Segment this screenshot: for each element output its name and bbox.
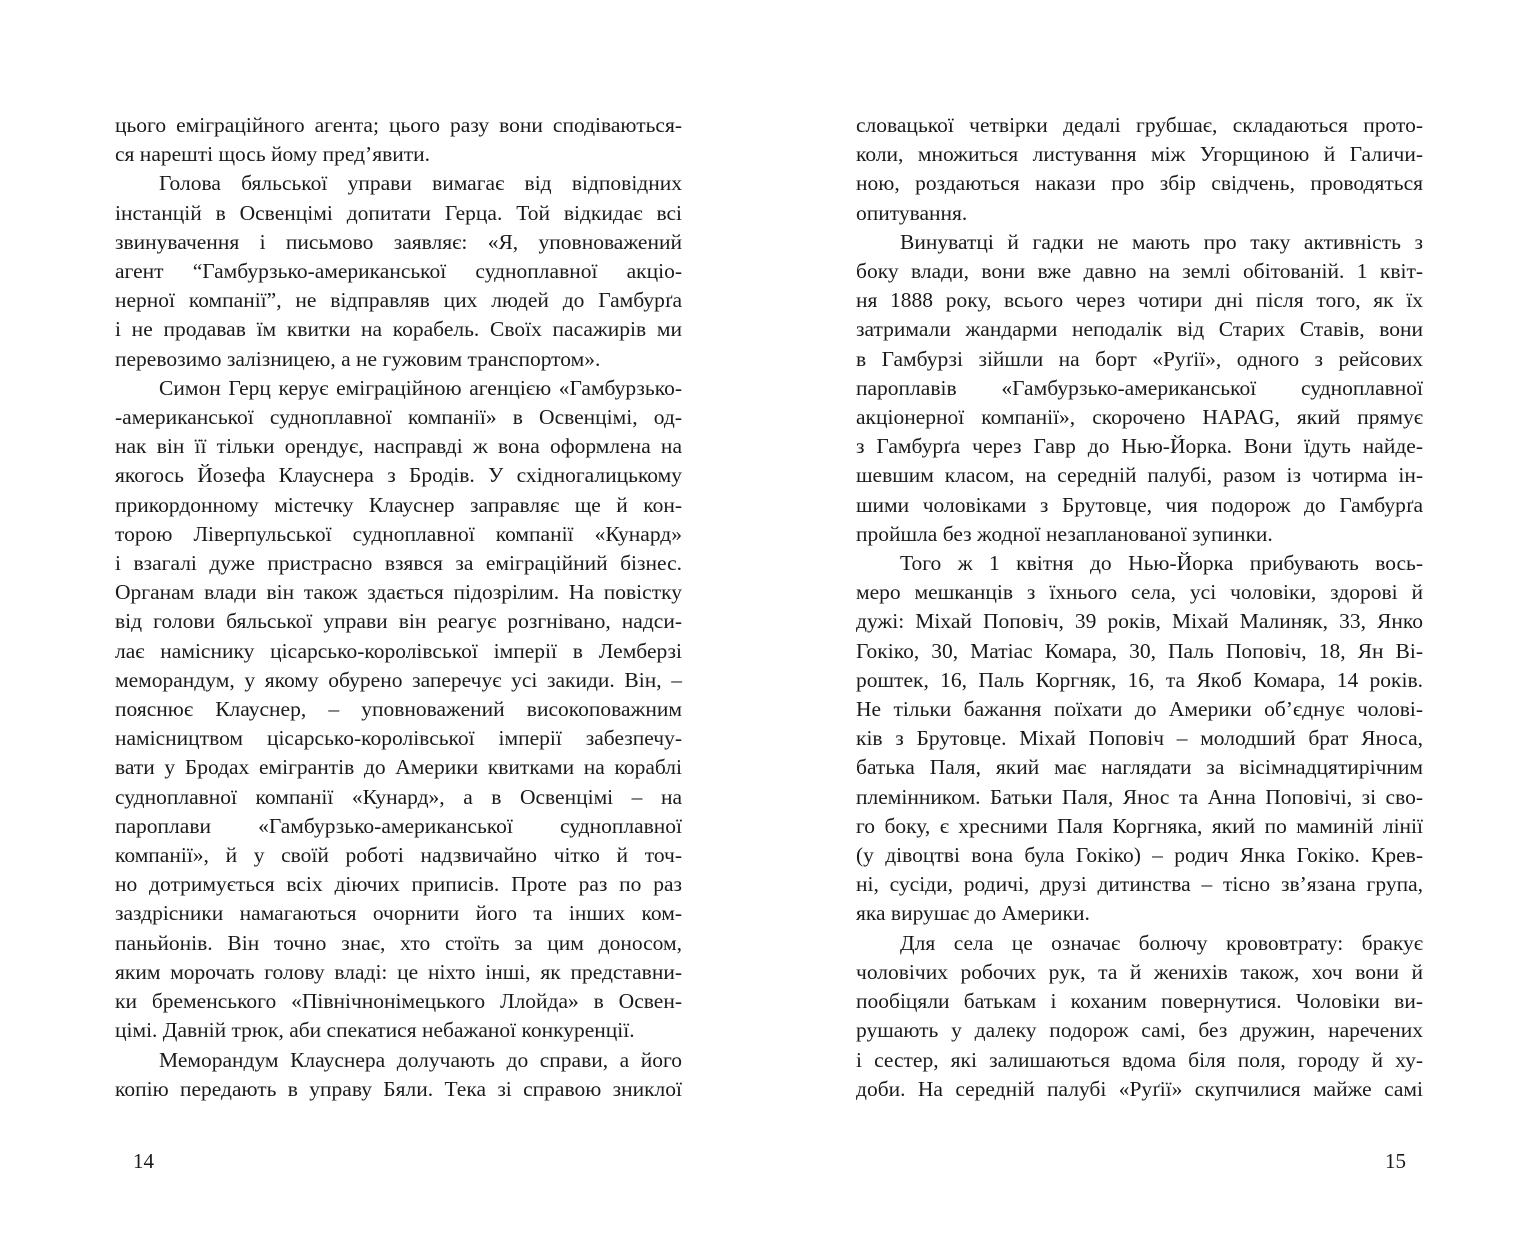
- text-line: агент “Гамбурзько-американської судноплавної акціо-: [115, 259, 682, 284]
- text-line: Винуватці й гадки не мають про таку активність з: [900, 229, 1423, 254]
- text-line: від голови бяльської управи він реагує розгнівано, надси-: [115, 609, 682, 634]
- page-number-left: 14: [133, 1149, 154, 1173]
- text-line: і сестер, які залишаються вдома біля поля, городу й ху-: [856, 1047, 1423, 1072]
- page-number-right: 15: [1385, 1149, 1406, 1173]
- text-line: і не продавав їм квитки на корабель. Своїх пасажирів ми: [115, 317, 682, 342]
- text-line: паньйонів. Він точно знає, хто стоїть за цим доносом,: [115, 930, 682, 955]
- text-line: Не тільки бажання поїхати до Америки об’єднує чолові-: [856, 697, 1423, 722]
- text-line: акціонерної компанії», скорочено HAPAG, який прямує: [856, 405, 1423, 430]
- text-line: з Гамбурґа через Гавр до Нью-Йорка. Вони їдуть найде-: [856, 434, 1423, 459]
- text-line: яким морочать голову владі: це ніхто інші, як представни-: [115, 959, 682, 984]
- paragraph: [856, 228, 1423, 549]
- text-line: компанії», й у своїй роботі надзвичайно чітко й точ-: [115, 843, 682, 868]
- paragraph: [856, 549, 1423, 929]
- text-line: дужі: Міхай Поповіч, 39 років, Міхай Малиняк, 33, Янко: [856, 609, 1423, 634]
- text-line: намісництвом цісарсько-королівської імперії забезпечу-: [115, 726, 682, 751]
- paragraph: [115, 374, 682, 1046]
- text-line: звинувачення і письмово заявляє: «Я, уповноважений: [115, 229, 682, 254]
- text-line: меро мешканців з їхнього села, усі чоловіки, здорові й: [856, 580, 1423, 605]
- text-line: меморандум, у якому обурено заперечує усі закиди. Він, –: [115, 667, 682, 692]
- text-line: доби. На середній палубі «Руґії» скупчилися майже самі: [856, 1076, 1423, 1101]
- paragraph: [115, 111, 682, 169]
- text-line: і взагалі дуже пристрасно взявся за еміграційний бізнес.: [115, 551, 682, 576]
- paragraph: [856, 929, 1423, 1104]
- text-line: заздрісники намагаються очорнити його та інших ком-: [115, 901, 682, 926]
- text-line: Гокіко, 30, Матіас Комара, 30, Паль Поповіч, 18, Ян Ві-: [856, 638, 1423, 663]
- text-line: торою Ліверпульської судноплавної компанії «Кунард»: [115, 521, 682, 546]
- text-line: пройшла без жодної незапланованої зупинки.: [856, 521, 1273, 546]
- left-page-text: [115, 111, 682, 1104]
- text-line: ною, роздаються накази про збір свідчень, проводяться: [856, 171, 1423, 196]
- text-line: рушають у далеку подорож самі, без дружин, наречених: [856, 1018, 1423, 1043]
- text-line: коли, множиться листування між Угорщиною й Галичи-: [856, 142, 1423, 167]
- text-line: но дотримується всіх діючих приписів. Проте раз по раз: [115, 872, 682, 897]
- text-line: ні, сусіди, родичі, друзі дитинства – тісно зв’язана група,: [856, 872, 1423, 897]
- text-line: яка вирушає до Америки.: [856, 901, 1090, 926]
- text-line: вати у Бродах емігрантів до Америки квитками на кораблі: [115, 755, 682, 780]
- text-line: нерної компанії”, не відправляв цих людей до Гамбурґа: [115, 288, 682, 313]
- text-line: шевшим класом, на середній палубі, разом із чотирма ін-: [856, 463, 1423, 488]
- paragraph: [856, 111, 1423, 228]
- text-line: шими чоловіками з Брутовце, чия подорож до Гамбурґа: [856, 492, 1423, 517]
- paragraph: [115, 1046, 682, 1104]
- text-line: ків з Брутовце. Міхай Поповіч – молодший брат Яноса,: [856, 726, 1423, 751]
- text-line: цього еміграційного агента; цього разу вони сподіваються-: [115, 113, 682, 137]
- text-line: затримали жандарми неподалік від Старих Ставів, вони: [856, 317, 1423, 342]
- text-line: чоловічих робочих рук, та й женихів також, хоч вони й: [856, 959, 1423, 984]
- right-page-text: [856, 111, 1423, 1104]
- text-line: -американської судноплавної компанії» в Освенцімі, од-: [115, 405, 682, 430]
- text-line: боку влади, вони вже давно на землі обітованій. 1 квіт-: [856, 259, 1423, 284]
- text-line: словацької четвірки дедалі грубшає, складаються прото-: [856, 113, 1423, 137]
- text-line: інстанцій в Освенцімі допитати Герца. Той відкидає всі: [115, 200, 682, 225]
- text-line: пароплавів «Гамбурзько-американської судноплавної: [856, 375, 1423, 400]
- text-line: ся нарешті щось йому пред’явити.: [115, 142, 431, 167]
- text-line: (у дівоцтві вона була Гокіко) – родич Янка Гокіко. Крев-: [856, 843, 1423, 868]
- text-line: судноплавної компанії «Кунард», а в Освенцімі – на: [115, 784, 682, 809]
- text-line: Органам влади він також здається підозрілим. На повістку: [115, 580, 682, 605]
- text-line: пообіцяли батькам і коханим повернутися. Чоловіки ви-: [856, 989, 1423, 1014]
- text-line: Симон Герц керує еміграційною агенцією «Гамбурзько-: [159, 375, 682, 400]
- text-line: ня 1888 року, всього через чотири дні після того, як їх: [856, 288, 1423, 313]
- text-line: ки бременського «Північнонімецького Ллойда» в Освен-: [115, 989, 682, 1014]
- paragraph: [115, 169, 682, 373]
- text-line: Того ж 1 квітня до Нью-Йорка прибувають вось-: [900, 551, 1423, 576]
- text-line: прикордонному містечку Клауснер заправляє ще й кон-: [115, 492, 682, 517]
- text-line: в Гамбурзі зійшли на борт «Руґії», одного з рейсових: [856, 346, 1423, 371]
- text-line: перевозимо залізницею, а не гужовим транспортом».: [115, 346, 601, 371]
- text-line: цімі. Давній трюк, аби спекатися небажаної конкуренції.: [115, 1018, 635, 1043]
- text-line: Голова бяльської управи вимагає від відповідних: [159, 171, 682, 196]
- text-line: племінником. Батьки Паля, Янос та Анна Поповічі, зі сво-: [856, 784, 1423, 809]
- text-line: нак він її тільки орендує, насправді ж вона оформлена на: [115, 434, 682, 459]
- text-line: пароплави «Гамбурзько-американської судноплавної: [115, 813, 682, 838]
- text-line: лає наміснику цісарсько-королівської імперії в Лемберзі: [115, 638, 682, 663]
- text-line: якогось Йозефа Клауснера з Бродів. У східногалицькому: [115, 463, 682, 488]
- text-line: роштек, 16, Паль Коргняк, 16, та Якоб Комара, 14 років.: [856, 667, 1423, 692]
- text-line: батька Паля, який має наглядати за вісімнадцятирічним: [856, 755, 1423, 780]
- text-line: Для села це означає болючу крововтрату: бракує: [900, 930, 1423, 955]
- text-line: Меморандум Клауснера долучають до справи, а його: [159, 1047, 682, 1072]
- text-line: копію передають в управу Бяли. Тека зі справою зниклої: [115, 1076, 682, 1101]
- text-line: пояснює Клауснер, – уповноважений високоповажним: [115, 697, 682, 722]
- text-line: го боку, є хресними Паля Коргняка, який по маминій лінії: [856, 813, 1423, 838]
- text-line: опитування.: [856, 200, 968, 225]
